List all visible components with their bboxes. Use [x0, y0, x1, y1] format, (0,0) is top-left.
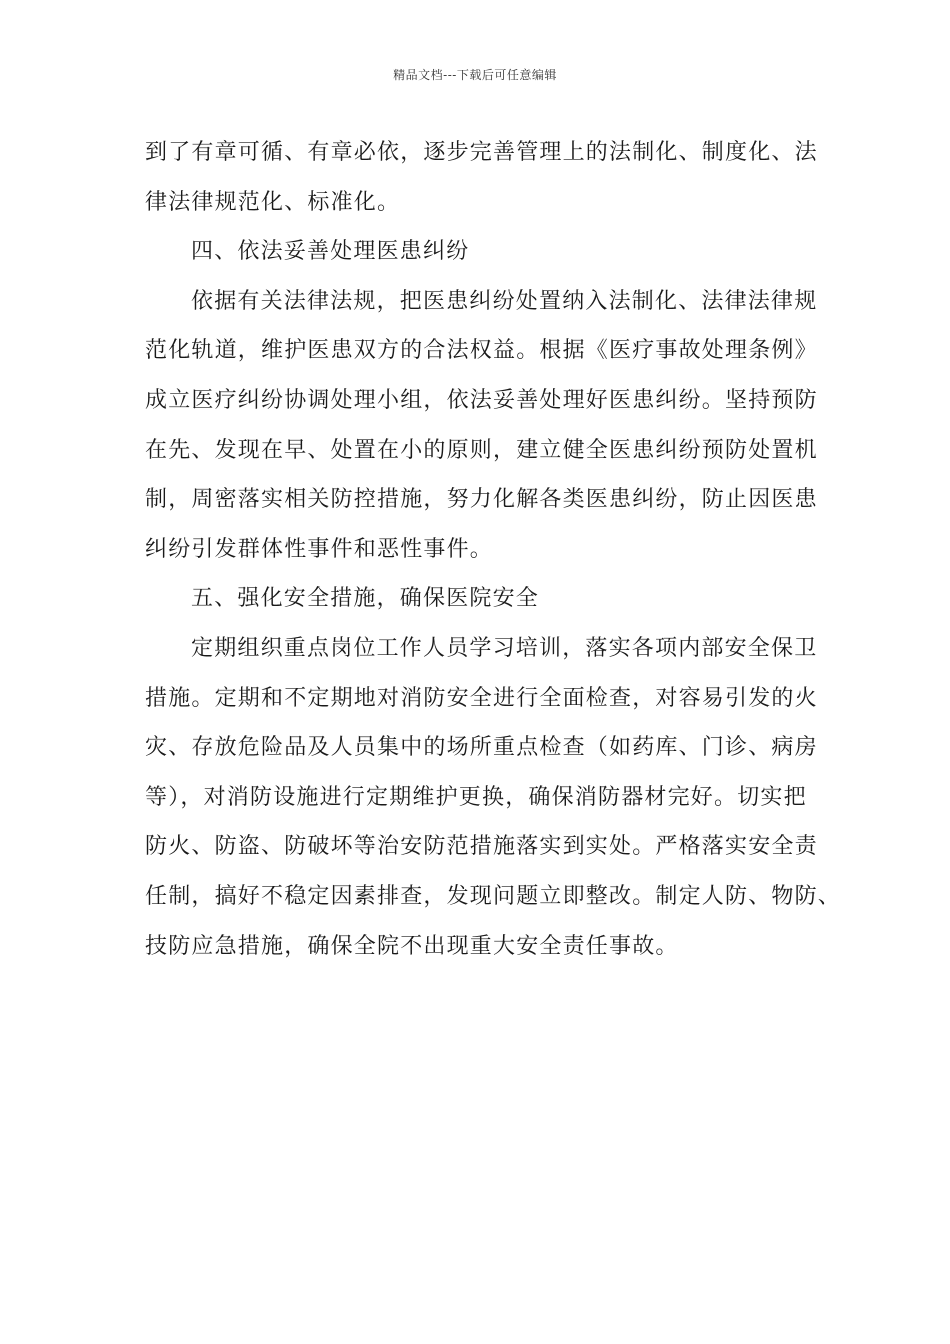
body-line: 防火、防盗、防破坏等治安防范措施落实到实处。严格落实安全责 — [145, 834, 818, 860]
body-line: 灾、存放危险品及人员集中的场所重点检查（如药库、门诊、病房 — [145, 735, 818, 761]
body-line: 技防应急措施，确保全院不出现重大安全责任事故。 — [145, 933, 679, 959]
body-line: 措施。定期和不定期地对消防安全进行全面检查，对容易引发的火 — [145, 685, 818, 711]
document-body — [145, 128, 842, 971]
body-line: 制，周密落实相关防控措施，努力化解各类医患纠纷，防止因医患 — [145, 487, 818, 513]
body-line: 纠纷引发群体性事件和恶性事件。 — [145, 536, 494, 562]
body-line: 依据有关法律法规，把医患纠纷处置纳入法制化、法律法律规 — [191, 288, 818, 314]
page-header: 精品文档---下载后可任意编辑 — [393, 68, 557, 82]
body-line: 在先、发现在早、处置在小的原则，建立健全医患纠纷预防处置机 — [145, 437, 818, 463]
section-heading: 五、强化安全措施，确保医院安全 — [191, 586, 540, 612]
body-line: 任制，搞好不稳定因素排查，发现问题立即整改。制定人防、物防、 — [145, 883, 842, 909]
body-line: 定期组织重点岗位工作人员学习培训，落实各项内部安全保卫 — [191, 635, 818, 661]
body-line: 范化轨道，维护医患双方的合法权益。根据《医疗事故处理条例》 — [145, 338, 818, 364]
body-line: 到了有章可循、有章必依，逐步完善管理上的法制化、制度化、法 — [145, 140, 818, 165]
body-line: 律法律规范化、标准化。 — [145, 189, 401, 215]
body-line: 成立医疗纠纷协调处理小组，依法妥善处理好医患纠纷。坚持预防 — [145, 387, 818, 413]
body-line: 等），对消防设施进行定期维护更换，确保消防器材完好。切实把 — [145, 784, 807, 810]
section-heading: 四、依法妥善处理医患纠纷 — [191, 239, 470, 265]
